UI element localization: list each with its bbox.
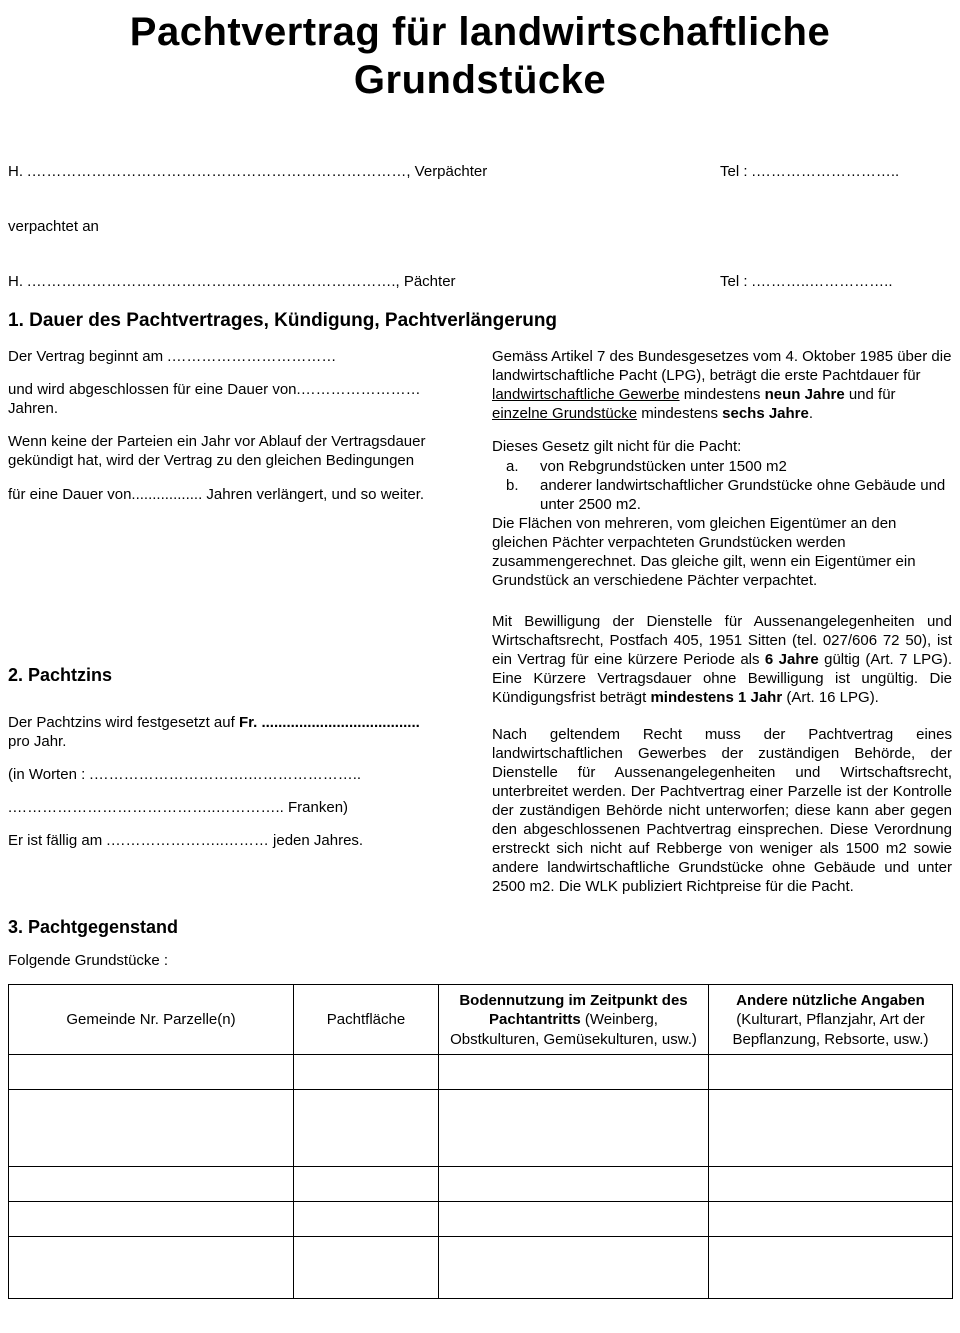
table-cell-empty xyxy=(439,1055,709,1090)
table-cell-empty xyxy=(439,1167,709,1202)
section-1-body xyxy=(8,347,952,590)
pachtzins-amount-line: Der Pachtzins wird festgesetzt auf Fr. ...................................... xyxy=(8,713,420,731)
section-1-right-column xyxy=(492,347,952,590)
section-1-heading: 1. Dauer des Pachtvertrages, Kündigung, Pachtverlängerung xyxy=(8,310,558,332)
table-cell-empty xyxy=(294,1055,439,1090)
table-cell-empty xyxy=(294,1167,439,1202)
table-cell-empty xyxy=(9,1167,294,1202)
bewilligung-paragraph: Mit Bewilligung der Dienstelle für Aussenangelegenheiten und Wirtschaftsrecht, Postfach 405, 1951 Sitten (tel. 027/606 72 50), ist ein Vertrag für eine kürzere Periode als 6 Jahre gültig (Art. 7 LPG). Eine Kürzere Vertragsdauer ohne Bewilligung ist ungültig. Die Kündigungsfrist beträgt mindestens 1 Jahr (Art. 16 LPG). xyxy=(492,612,952,707)
list-item-b xyxy=(492,476,952,514)
verlaengerung-paragraph: für eine Dauer von................. Jahren verlängert, und so weiter. xyxy=(8,485,425,503)
pro-jahr-line: pro Jahr. xyxy=(8,732,67,750)
verpaechter-row xyxy=(8,162,952,181)
paechter-line: H. .………………………………………………………………., Pächter xyxy=(8,273,456,291)
in-worten-line-2: .…………………………………..………….. Franken) xyxy=(8,798,349,816)
table-row xyxy=(9,1055,953,1090)
table-cell-empty xyxy=(294,1202,439,1237)
table-header-row xyxy=(9,985,953,1055)
list-item-b-text: anderer landwirtschaftlicher Grundstücke ohne Gebäude und unter 2500 m2. xyxy=(540,476,946,513)
table-cell-empty xyxy=(439,1090,709,1167)
table-cell-empty xyxy=(709,1055,953,1090)
document-title xyxy=(8,8,952,104)
section-2-heading: 2. Pachtzins xyxy=(8,664,113,685)
section-1-left-column xyxy=(8,347,460,590)
list-item-a-label: a. xyxy=(506,457,519,475)
nach-geltendem-paragraph: Nach geltendem Recht muss der Pachtvertrag eines landwirtschaftlichen Gewerbes der zuständigen Behörde, der Dienstelle für Aussenangelegenheiten und Wirtschaftsrecht, unterbreitet werden. Der Pachtvertrag einer Parzelle ist der Kontrolle der zuständigen Behörde nicht unterworfen; diese kann aber gegen den abgeschlossenen Pachtvertrag einsprechen. Diese Verordnung erstreckt sich nicht auf Rebberge von weniger als 1500 m2 sowie andere landwirtschaftliche Grundstücke ohne Gebäude und unter 2500 m2. Die WLK publiziert Richtpreise für die Pacht. xyxy=(492,726,952,896)
flaechen-paragraph: Die Flächen von mehreren, vom gleichen Eigentümer an den gleichen Pächter verpachteten Grundstücken werden zusammengerechnet. Das gleiche gilt, wenn ein Eigentümer ein Grundstück an verschiedene Pächter verpachtet. xyxy=(492,514,916,589)
table-cell-empty xyxy=(439,1237,709,1299)
parties-section xyxy=(8,162,952,291)
table-cell-empty xyxy=(9,1237,294,1299)
table-row xyxy=(9,1090,953,1167)
table-cell-empty xyxy=(294,1090,439,1167)
folgende-grundstuecke-line: Folgende Grundstücke : xyxy=(8,952,169,970)
table-cell-empty xyxy=(294,1237,439,1299)
vertrag-beginnt-line: Der Vertrag beginnt am .…………………………… xyxy=(8,348,337,366)
grundstuecke-table xyxy=(8,984,953,1299)
section-2-body xyxy=(8,612,952,897)
gemaess-paragraph: Gemäss Artikel 7 des Bundesgesetzes vom 4. Oktober 1985 über die landwirtschaftliche Pacht (LPG), beträgt die erste Pachtdauer für landwirtschaftliche Gewerbe mindestens neun Jahre und für einzelne Grundstücke mindestens sechs Jahre. xyxy=(492,348,952,423)
table-cell-empty xyxy=(9,1202,294,1237)
section-2-left-column xyxy=(8,612,460,897)
table-cell-empty xyxy=(9,1055,294,1090)
title-line-1: Pachtvertrag für landwirtschaftliche xyxy=(129,10,831,54)
table-cell-empty xyxy=(9,1090,294,1167)
table-row xyxy=(9,1202,953,1237)
col-header-bodennutzung: Bodennutzung im Zeitpunkt des Pachtantritts (Weinberg, Obstkulturen, Gemüsekulturen, usw.) xyxy=(439,985,709,1055)
section-2-right-column xyxy=(492,612,952,897)
col-header-pachtflaeche: Pachtfläche xyxy=(294,985,439,1055)
list-item-a xyxy=(492,457,952,476)
table-cell-empty xyxy=(709,1090,953,1167)
table-row xyxy=(9,1167,953,1202)
col-header-gemeinde-parzelle: Gemeinde Nr. Parzelle(n) xyxy=(9,985,294,1055)
in-worten-line-1: (in Worten : .………………………….………………….. xyxy=(8,765,362,783)
verpachtet-an-row xyxy=(8,217,952,236)
section-3-heading: 3. Pachtgegenstand xyxy=(8,917,179,938)
faellig-line: Er ist fällig am .…………………..……… jeden Jahres. xyxy=(8,831,364,849)
paechter-row xyxy=(8,272,952,291)
vertrag-dauer-line: und wird abgeschlossen für eine Dauer von.…………………… Jahren. xyxy=(8,381,421,418)
table-row xyxy=(9,1237,953,1299)
verpaechter-line: H. .…………………………………………………………………, Verpächter xyxy=(8,163,488,180)
list-item-a-text: von Rebgrundstücken unter 1500 m2 xyxy=(540,457,787,475)
kuendigung-paragraph: Wenn keine der Parteien ein Jahr vor Ablauf der Vertragsdauer gekündigt hat, wird der Vertrag zu den gleichen Bedingungen xyxy=(8,433,426,470)
table-cell-empty xyxy=(439,1202,709,1237)
table-cell-empty xyxy=(709,1202,953,1237)
verpaechter-tel: Tel : .……………………….. xyxy=(720,163,900,180)
verpachtet-an-label: verpachtet an xyxy=(8,218,99,236)
table-cell-empty xyxy=(709,1167,953,1202)
col-header-andere-angaben: Andere nützliche Angaben (Kulturart, Pflanzjahr, Art der Bepflanzung, Rebsorte, usw.) xyxy=(709,985,953,1055)
paechter-tel: Tel : .………..…………….. xyxy=(720,273,893,291)
gesetz-intro-line: Dieses Gesetz gilt nicht für die Pacht: xyxy=(492,438,742,456)
title-line-2: Grundstücke xyxy=(353,58,607,102)
list-item-b-label: b. xyxy=(506,476,519,494)
table-cell-empty xyxy=(709,1237,953,1299)
